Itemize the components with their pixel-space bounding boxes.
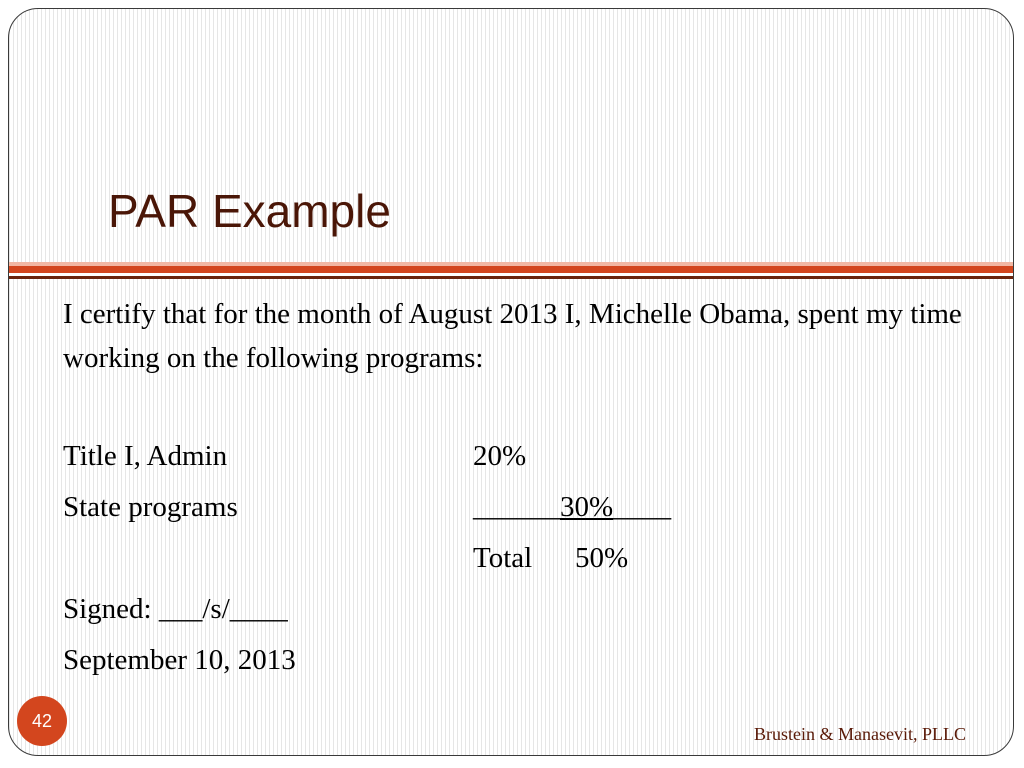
program-percent-state: 30% [560,491,614,523]
program-name-state: State programs [63,491,238,523]
program-percent-state-line [473,493,671,522]
slide-title: PAR Example [108,185,391,237]
footer-firm-name: Brustein & Manasevit, PLLC [754,724,966,744]
total-label: Total [473,542,533,574]
certification-text: I certify that for the month of August 2013 I, Michelle Obama, spent my time working on the following programs: [63,298,962,374]
program-name-title-i: Title I, Admin [63,440,228,472]
title-divider-main [9,266,1013,273]
signature-line [63,595,288,624]
state-percent-lead-blank: ______ [473,491,560,523]
title-divider-dark [9,276,1013,279]
signature-date: September 10, 2013 [63,644,296,676]
signed-label: Signed: [63,593,159,625]
state-percent-trail-blank: ____ [613,491,672,523]
signed-value: ___/s/____ [158,593,288,625]
slide-number-badge: 42 [17,696,67,746]
program-percent-title-i: 20% [473,440,527,472]
total-value: 50% [575,542,629,574]
